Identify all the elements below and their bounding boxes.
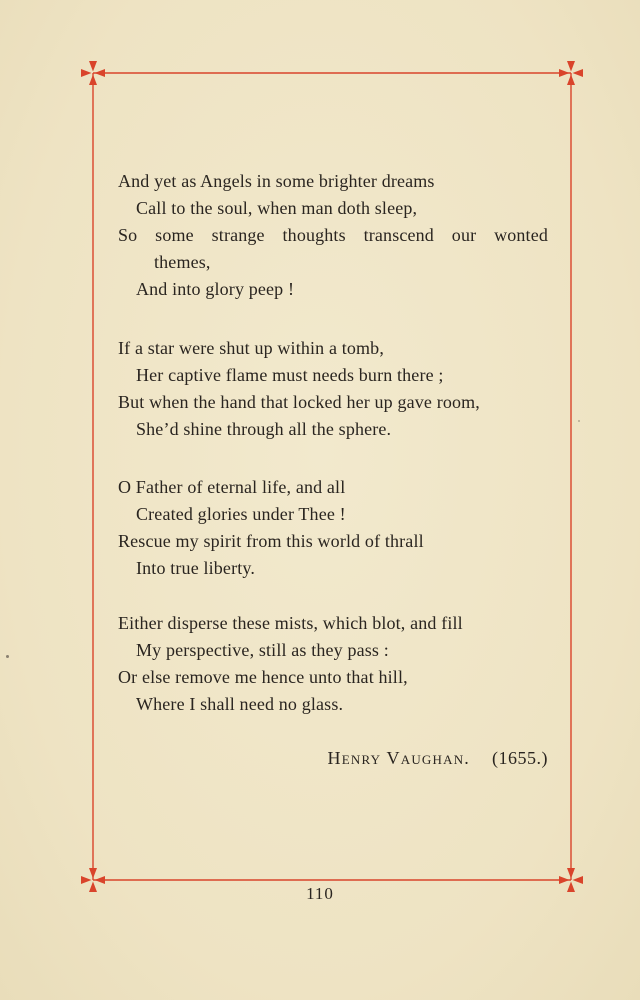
poem-line: Call to the soul, when man doth sleep, <box>136 198 418 218</box>
poem-line: But when the hand that locked her up gave room, <box>118 392 480 412</box>
attribution <box>328 747 548 769</box>
poem-line: My perspective, still as they pass : <box>136 640 389 660</box>
stanza-3 <box>118 476 558 586</box>
stanza-2 <box>118 337 558 447</box>
poem-line: She’d shine through all the sphere. <box>136 419 392 439</box>
paper-speck <box>578 420 580 422</box>
poem-line: Created glories under Thee ! <box>136 504 346 524</box>
poem-line: Either disperse these mists, which blot, and fill <box>118 613 463 633</box>
poem-line: Or else remove me hence unto that hill, <box>118 667 408 687</box>
poem-line: themes, <box>154 252 211 272</box>
stanza-4 <box>118 612 558 722</box>
poem-line: Her captive flame must needs burn there ; <box>136 365 444 385</box>
stanza-1 <box>118 170 558 300</box>
poem-line: And into glory peep ! <box>136 279 295 299</box>
author-name: Henry Vaughan. <box>327 748 470 768</box>
poem-line: Rescue my spirit from this world of thrall <box>118 531 424 551</box>
poem-line: If a star were shut up within a tomb, <box>118 338 384 358</box>
poem-line: Into true liberty. <box>136 558 255 578</box>
poem-line: Where I shall need no glass. <box>136 694 344 714</box>
poem-line: And yet as Angels in some brighter dreams <box>118 171 435 191</box>
paper-speck <box>6 655 9 658</box>
poem-line: So some strange thoughts transcend our wonted <box>118 225 548 245</box>
publication-year: (1655.) <box>492 748 548 768</box>
poem-line: O Father of eternal life, and all <box>118 477 346 497</box>
page-number: 110 <box>306 884 334 903</box>
